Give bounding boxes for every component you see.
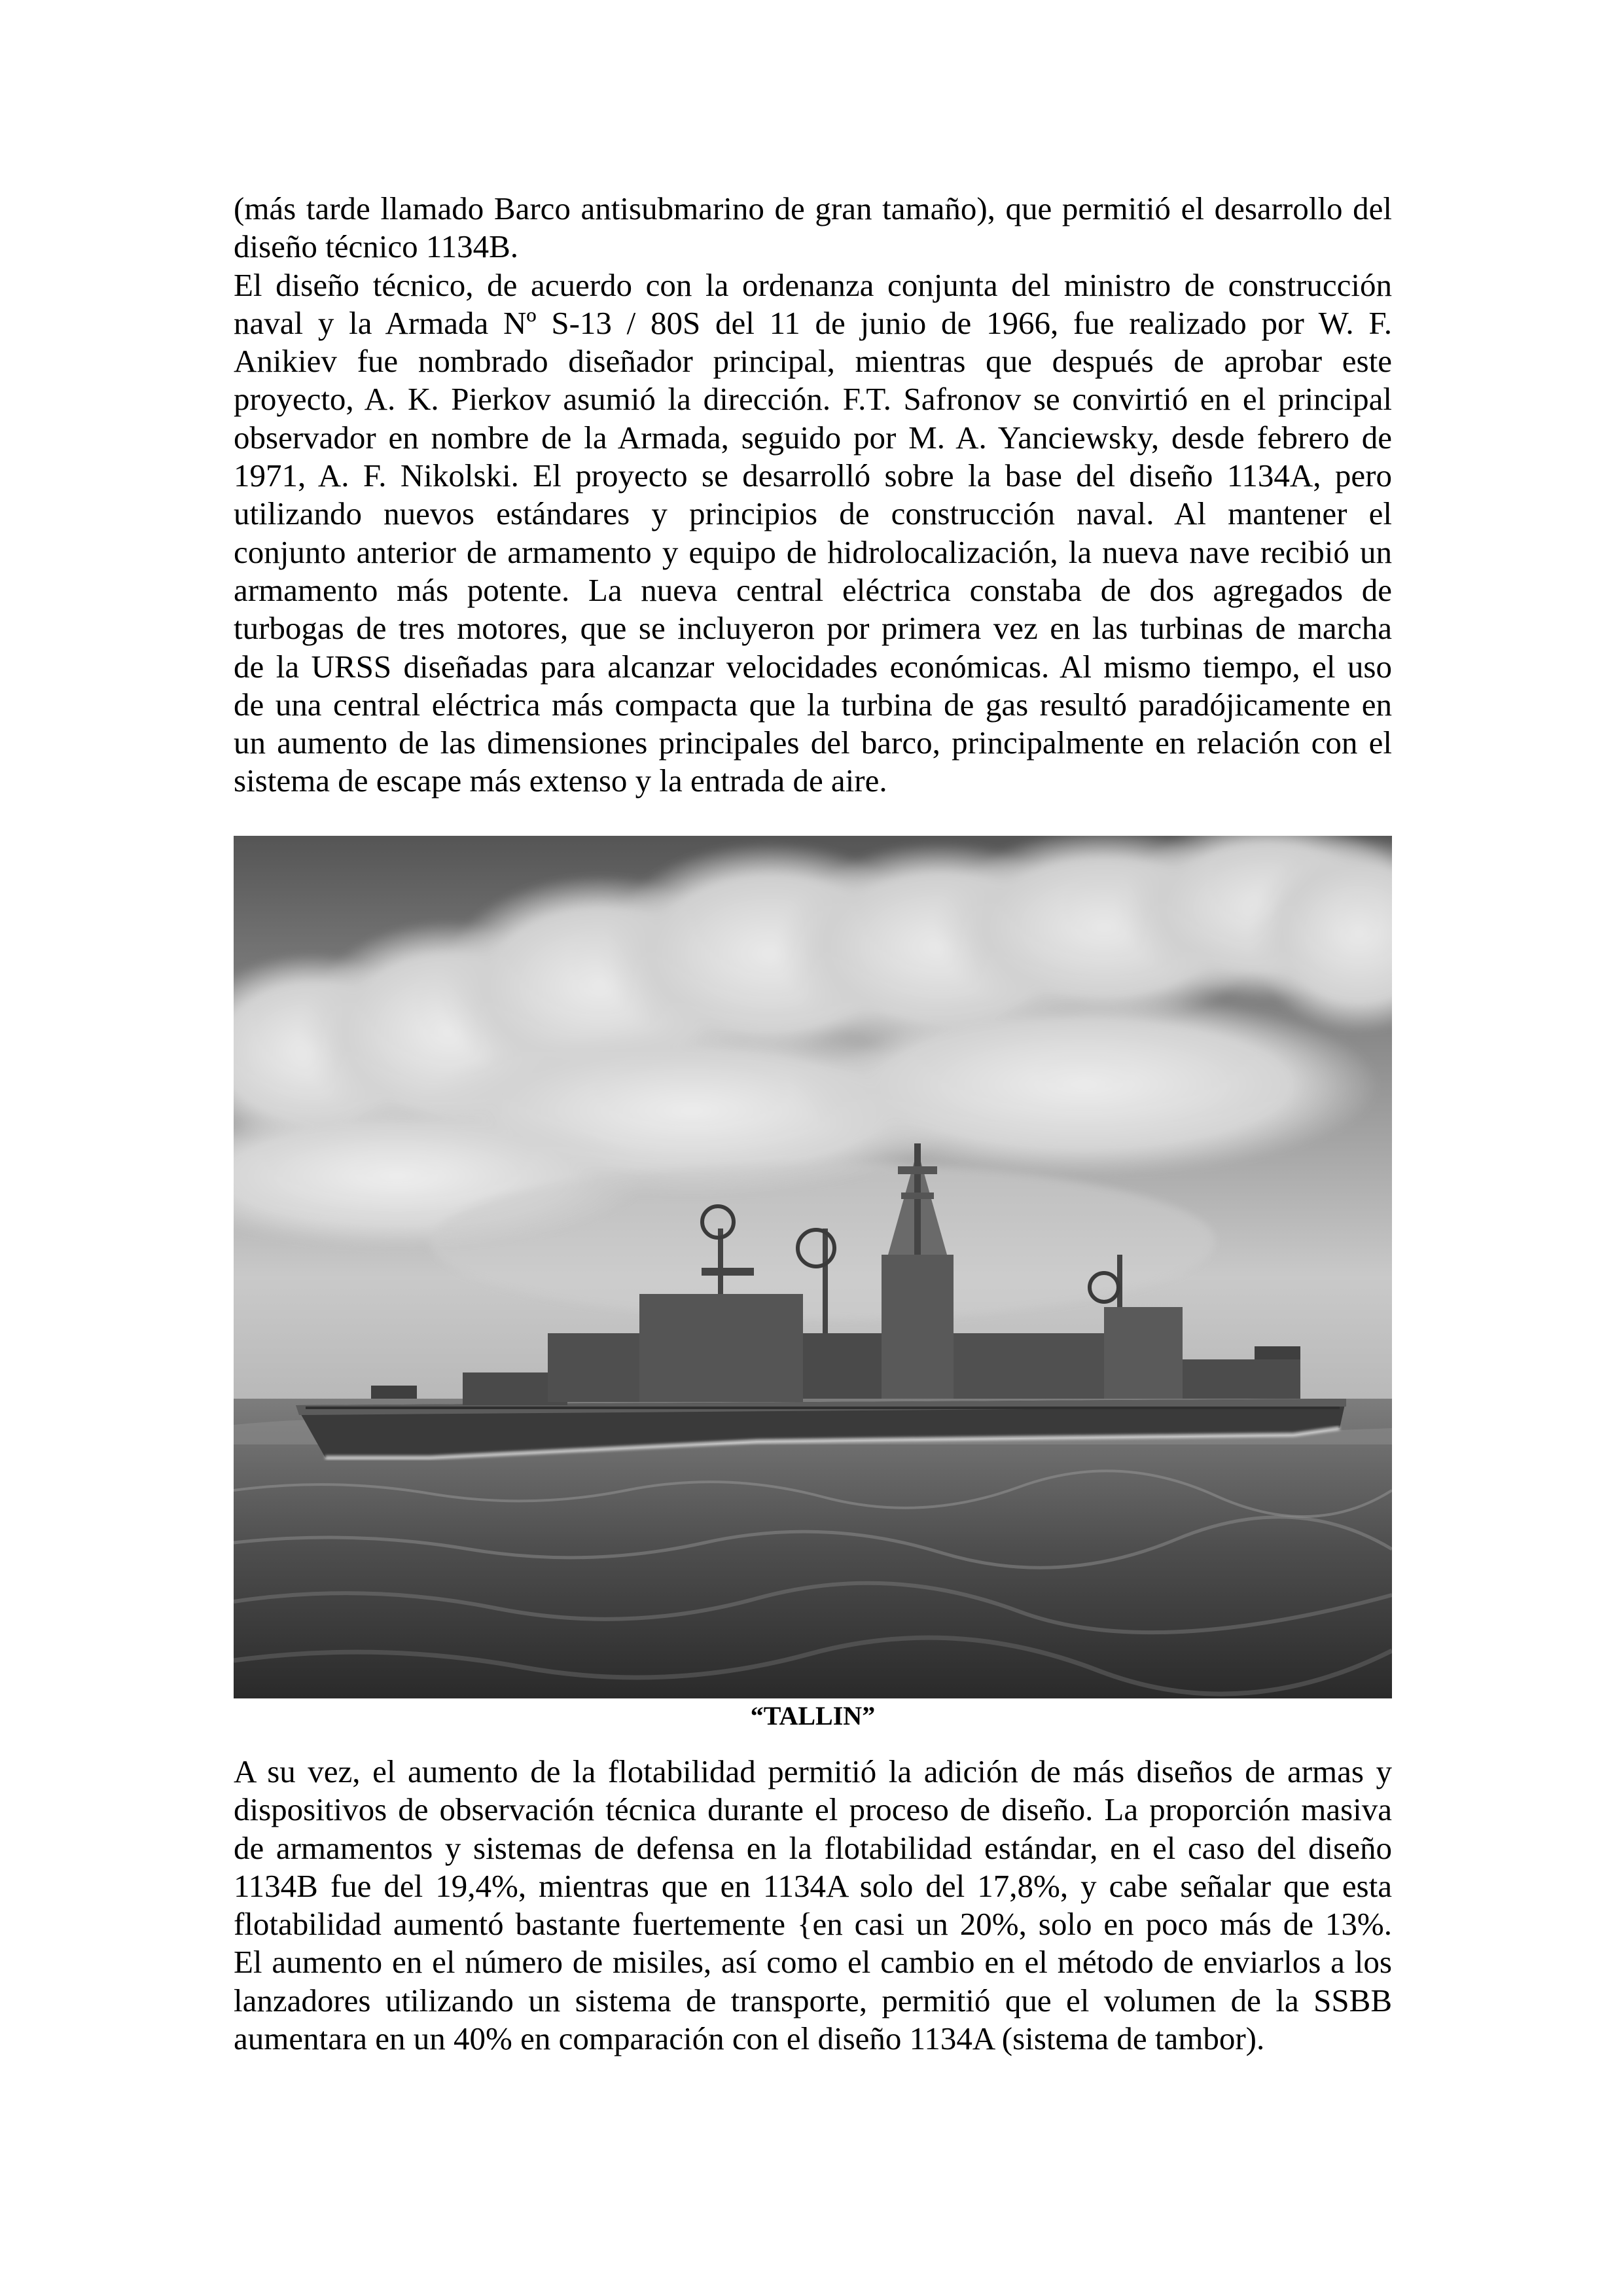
paragraph-line: turbogas de tres motores, que se incluyeron por primera vez en las turbinas de marcha	[234, 610, 1392, 647]
paragraph-line: un aumento de las dimensiones principales del barco, principalmente en relación con el	[234, 725, 1392, 761]
paragraph-line: proyecto, A. K. Pierkov asumió la dirección. F.T. Safronov se convirtió en el principal	[234, 381, 1392, 418]
paragraph-line: (más tarde llamado Barco antisubmarino de gran tamaño), que permitió el desarrollo del	[234, 190, 1392, 226]
warship-photo	[234, 836, 1392, 1698]
paragraph-line: observador en nombre de la Armada, seguido por M. A. Yanciewsky, desde febrero de	[234, 419, 1392, 456]
paragraph-line: flotabilidad aumentó bastante fuertemente {en casi un 20%, solo en poco más de 13%.	[234, 1906, 1392, 1943]
paragraph-line: El diseño técnico, de acuerdo con la ordenanza conjunta del ministro de construcción	[234, 266, 1392, 303]
paragraph-line: dispositivos de observación técnica durante el proceso de diseño. La proporción masiva	[234, 1791, 1392, 1828]
paragraph-line: sistema de escape más extenso y la entrada de aire.	[234, 762, 887, 799]
paragraph-line: El aumento en el número de misiles, así como el cambio en el método de enviarlos a los	[234, 1944, 1392, 1981]
paragraph-2	[234, 1753, 1392, 2058]
paragraph-line: 1134B fue del 19,4%, mientras que en 1134A solo del 17,8%, y cabe señalar que esta	[234, 1867, 1392, 1904]
paragraph-line: 1971, A. F. Nikolski. El proyecto se desarrolló sobre la base del diseño 1134A, pero	[234, 457, 1392, 494]
paragraph-line: Anikiev fue nombrado diseñador principal, mientras que después de aprobar este	[234, 343, 1392, 380]
paragraph-line: lanzadores utilizando un sistema de transporte, permitió que el volumen de la SSBB	[234, 1982, 1392, 2018]
paragraph-line: de armamentos y sistemas de defensa en la flotabilidad estándar, en el caso del diseño	[234, 1829, 1392, 1866]
paragraph-line: diseño técnico 1134B.	[234, 228, 519, 265]
paragraph-line: de una central eléctrica más compacta que la turbina de gas resultó paradójicamente en	[234, 686, 1392, 723]
figure-caption: “TALLIN”	[750, 1701, 876, 1731]
paragraph-1	[234, 190, 1392, 800]
paragraph-line: utilizando nuevos estándares y principios de construcción naval. Al mantener el	[234, 495, 1392, 532]
paragraph-line: A su vez, el aumento de la flotabilidad permitió la adición de más diseños de armas y	[234, 1753, 1392, 1789]
paragraph-line: aumentara en un 40% en comparación con el diseño 1134A (sistema de tambor).	[234, 2020, 1265, 2057]
paragraph-line: conjunto anterior de armamento y equipo de hidrolocalización, la nueva nave recibió un	[234, 533, 1392, 570]
paragraph-line: armamento más potente. La nueva central eléctrica constaba de dos agregados de	[234, 571, 1392, 608]
paragraph-line: de la URSS diseñadas para alcanzar velocidades económicas. Al mismo tiempo, el uso	[234, 648, 1392, 685]
paragraph-line: naval y la Armada Nº S-13 / 80S del 11 de junio de 1966, fue realizado por W. F.	[234, 304, 1392, 341]
